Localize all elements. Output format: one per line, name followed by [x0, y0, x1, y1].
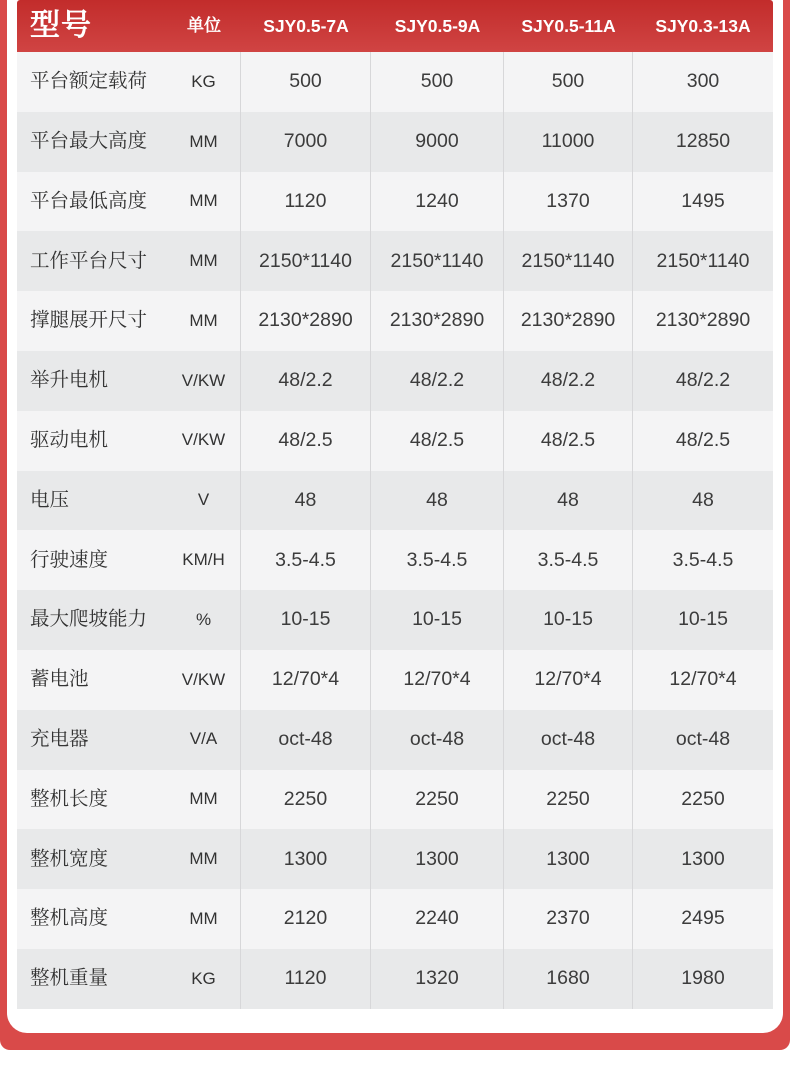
- spec-row: [17, 949, 773, 1009]
- row-value: 500: [504, 52, 633, 112]
- row-value: 1680: [504, 949, 633, 1009]
- row-value: 1120: [241, 949, 371, 1009]
- row-value: 1980: [681, 967, 725, 990]
- row-unit: MM: [167, 770, 241, 830]
- row-unit: V/KW: [167, 351, 241, 411]
- row-value: 10-15: [371, 590, 504, 650]
- spec-row: [17, 829, 773, 889]
- row-label: 举升电机: [30, 369, 109, 392]
- row-value: 7000: [241, 112, 371, 172]
- row-value: 1300: [681, 847, 725, 870]
- spec-row: [17, 52, 773, 112]
- row-value: oct-48: [675, 727, 731, 750]
- row-value: 2240: [371, 889, 504, 949]
- row-value: oct-48: [241, 710, 371, 770]
- row-value: 2130*2890: [655, 309, 751, 332]
- spec-table-header: [17, 0, 773, 52]
- content-panel: [7, 0, 783, 1033]
- row-value: 1300: [371, 829, 504, 889]
- spec-table: [17, 0, 773, 1009]
- row-value: 1240: [371, 172, 504, 232]
- row-label: 驱动电机: [30, 428, 109, 451]
- row-label: 充电器: [30, 727, 89, 750]
- row-label: 平台最大高度: [30, 130, 148, 152]
- spec-row: [17, 411, 773, 471]
- header-model-label: 型号: [30, 9, 92, 42]
- row-value: 10-15: [678, 608, 728, 631]
- row-value: 1320: [371, 949, 504, 1009]
- spec-row: [17, 590, 773, 650]
- row-value: 2370: [504, 889, 633, 949]
- row-value: 48: [241, 471, 371, 531]
- row-value: 3.5-4.5: [241, 530, 371, 590]
- row-value: 2130*2890: [241, 291, 371, 351]
- row-value: 48/2.2: [371, 351, 504, 411]
- row-value: 2250: [241, 770, 371, 830]
- row-unit: MM: [167, 172, 241, 232]
- row-label: 电压: [30, 488, 70, 511]
- row-value: 10-15: [241, 590, 371, 650]
- row-value: 12/70*4: [371, 650, 504, 710]
- row-label: 撑腿展开尺寸: [30, 309, 148, 332]
- row-unit: V/KW: [167, 650, 241, 710]
- row-label: 整机宽度: [30, 847, 109, 870]
- row-value: oct-48: [371, 710, 504, 770]
- row-value: 2250: [504, 770, 633, 830]
- row-value: 48: [692, 488, 714, 511]
- row-unit: MM: [167, 231, 241, 291]
- row-unit: MM: [167, 112, 241, 172]
- row-unit: KG: [167, 52, 241, 112]
- row-value: 3.5-4.5: [504, 530, 633, 590]
- spec-row: [17, 231, 773, 291]
- row-value: 48: [371, 471, 504, 531]
- row-value: 48/2.5: [675, 428, 731, 451]
- row-unit: V/A: [167, 710, 241, 770]
- row-label: 整机重量: [30, 967, 109, 990]
- row-value: 12/70*4: [241, 650, 371, 710]
- row-label: 最大爬坡能力: [30, 608, 148, 631]
- row-value: 2120: [241, 889, 371, 949]
- row-value: 2250: [371, 770, 504, 830]
- row-value: 12850: [675, 130, 731, 152]
- header-model-sjy05-11a: SJY0.5-11A: [521, 15, 616, 36]
- spec-table-body: [17, 52, 773, 1009]
- spec-row: [17, 530, 773, 590]
- row-unit: MM: [167, 291, 241, 351]
- row-value: 48/2.5: [241, 411, 371, 471]
- row-value: 2150*1140: [656, 249, 750, 272]
- row-unit: KM/H: [167, 530, 241, 590]
- row-value: 2250: [681, 787, 725, 810]
- row-unit: MM: [167, 889, 241, 949]
- row-value: 500: [371, 52, 504, 112]
- header-unit-label: 单位: [187, 15, 221, 35]
- row-unit: KG: [167, 949, 241, 1009]
- row-value: 11000: [504, 112, 633, 172]
- row-value: 48: [504, 471, 633, 531]
- row-value: 3.5-4.5: [371, 530, 504, 590]
- row-value: 48/2.2: [241, 351, 371, 411]
- row-value: 1300: [504, 829, 633, 889]
- spec-row: [17, 471, 773, 531]
- row-value: 48/2.5: [504, 411, 633, 471]
- row-value: 2130*2890: [504, 291, 633, 351]
- row-unit: MM: [167, 829, 241, 889]
- row-value: 2130*2890: [371, 291, 504, 351]
- row-label: 整机高度: [30, 907, 109, 930]
- row-label: 平台额定载荷: [30, 70, 148, 93]
- row-value: 12/70*4: [504, 650, 633, 710]
- spec-row: [17, 291, 773, 351]
- row-unit: V/KW: [167, 411, 241, 471]
- spec-row: [17, 889, 773, 949]
- spec-row: [17, 650, 773, 710]
- row-value: 2150*1140: [504, 231, 633, 291]
- row-value: 9000: [371, 112, 504, 172]
- row-value: 3.5-4.5: [672, 548, 734, 571]
- row-value: 48/2.5: [371, 411, 504, 471]
- header-model-sjy05-7a: SJY0.5-7A: [263, 15, 349, 36]
- row-value: 300: [686, 70, 720, 93]
- row-value: 1300: [241, 829, 371, 889]
- spec-row: [17, 351, 773, 411]
- row-value: 12/70*4: [669, 668, 737, 691]
- row-label: 工作平台尺寸: [30, 249, 148, 272]
- row-unit: %: [167, 590, 241, 650]
- row-value: 1120: [241, 172, 371, 232]
- header-model-sjy03-13a: SJY0.3-13A: [655, 15, 751, 36]
- row-value: 48/2.2: [504, 351, 633, 411]
- spec-row: [17, 112, 773, 172]
- row-value: 48/2.2: [675, 369, 731, 392]
- row-value: 500: [241, 52, 371, 112]
- row-value: 2150*1140: [241, 231, 371, 291]
- row-label: 行驶速度: [30, 548, 109, 571]
- row-value: 1370: [504, 172, 633, 232]
- row-value: 2495: [681, 907, 725, 930]
- spec-row: [17, 710, 773, 770]
- row-label: 蓄电池: [30, 668, 89, 691]
- row-value: oct-48: [504, 710, 633, 770]
- row-value: 1495: [681, 189, 725, 212]
- header-model-sjy05-9a: SJY0.5-9A: [394, 15, 481, 36]
- row-label: 平台最低高度: [30, 189, 148, 212]
- row-value: 2150*1140: [371, 231, 504, 291]
- row-unit: V: [167, 471, 241, 531]
- row-value: 10-15: [504, 590, 633, 650]
- row-label: 整机长度: [30, 787, 109, 810]
- spec-row: [17, 172, 773, 232]
- spec-row: [17, 770, 773, 830]
